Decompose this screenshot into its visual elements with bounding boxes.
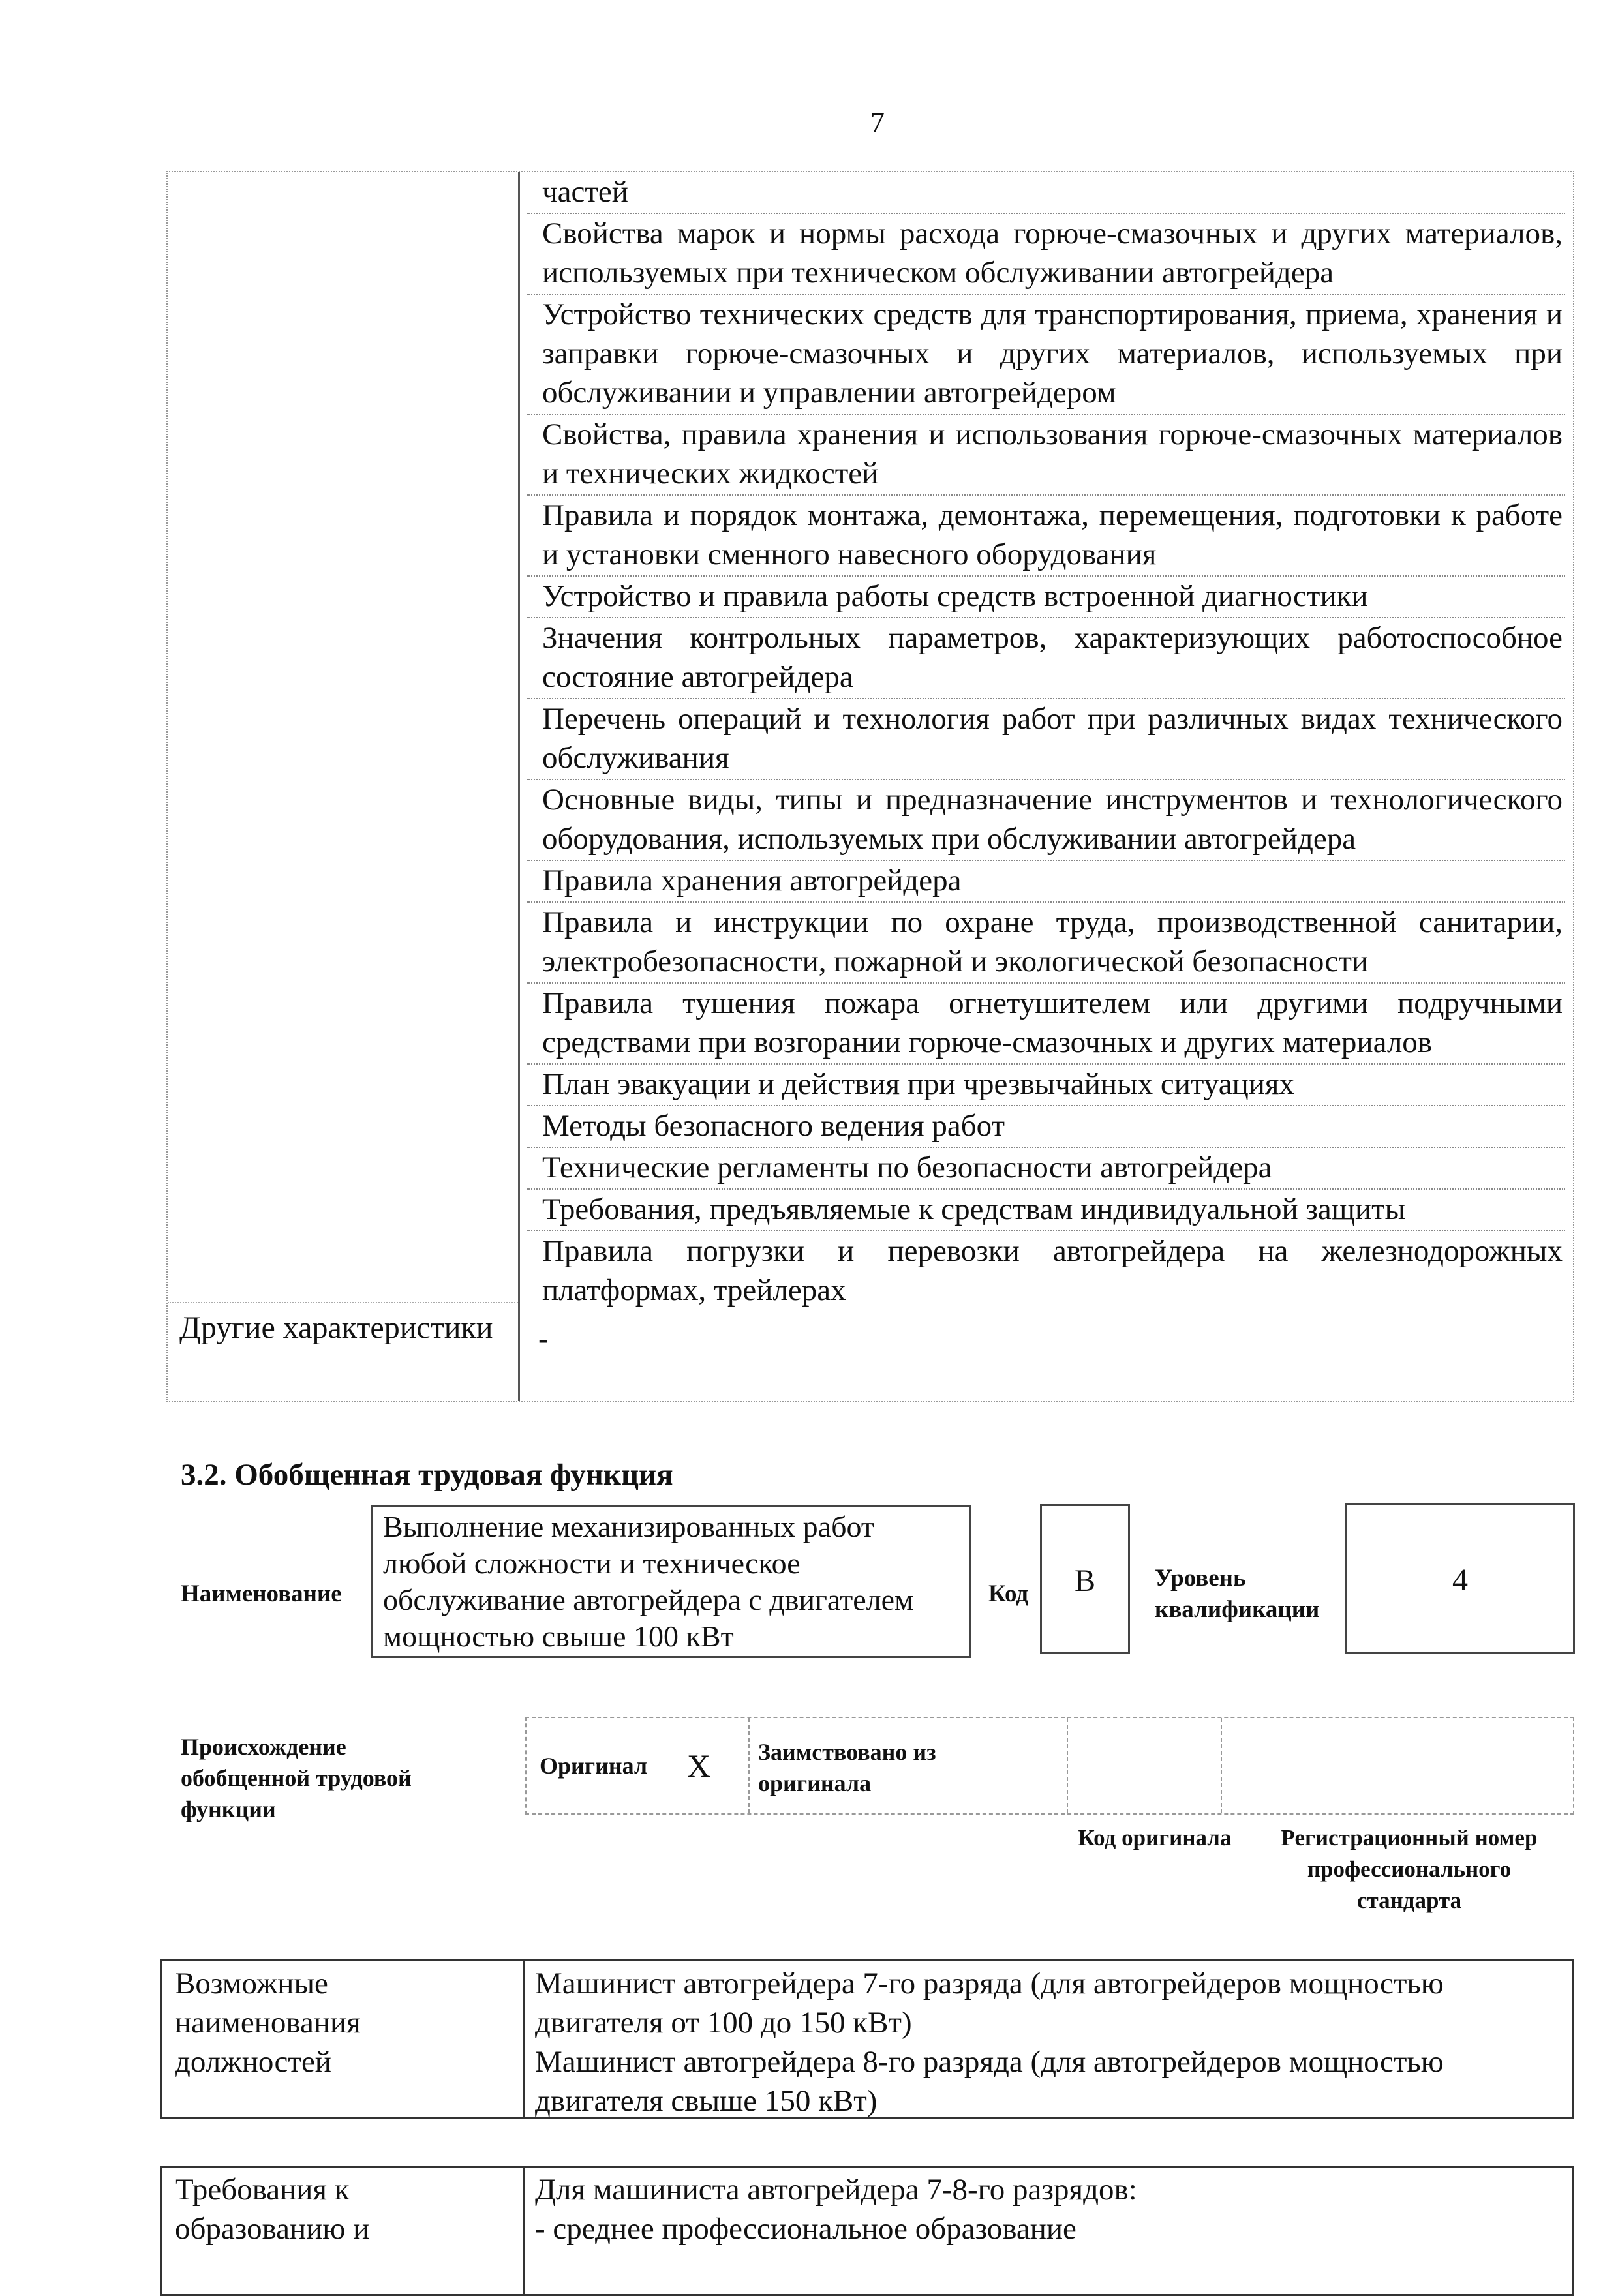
position-line-1: Машинист автогрейдера 7-го разряда (для автогрейдеров мощностью двигателя от 100 до 150 кВт)	[535, 1967, 1444, 2040]
code-box: B	[1040, 1504, 1130, 1654]
origin-label: Происхождение обобщенной трудовой функции	[181, 1734, 412, 1822]
other-characteristics-value: -	[538, 1322, 549, 1356]
row-divider	[168, 1302, 518, 1303]
education-label: Требования к образованию и	[175, 2173, 370, 2246]
positions-label: Возможные наименования должностей	[175, 1967, 361, 2079]
caption-reg: Регистрационный номер профессионального стандарта	[1281, 1825, 1538, 1913]
knowledge-item: Методы безопасного ведения работ	[527, 1106, 1565, 1148]
cell-divider	[748, 1718, 750, 1813]
level-box: 4	[1345, 1503, 1575, 1654]
knowledge-item: Свойства, правила хранения и использования горюче-смазочных материалов и технических жидкостей	[527, 415, 1565, 496]
column-divider	[518, 172, 520, 1401]
caption-code: Код оригинала	[1078, 1825, 1232, 1850]
origin-table	[525, 1717, 1574, 1815]
cell-divider	[1067, 1718, 1068, 1813]
code-label: Код	[988, 1580, 1029, 1607]
column-divider	[523, 2168, 525, 2294]
knowledge-item: Основные виды, типы и предназначение инструментов и технологического оборудования, используемых при обслуживании автогрейдера	[527, 780, 1565, 861]
position-line-2: Машинист автогрейдера 8-го разряда (для автогрейдеров мощностью двигателя свыше 150 кВт)	[535, 2045, 1444, 2118]
level-label: Уровень квалификации	[1155, 1565, 1320, 1623]
education-table	[160, 2166, 1574, 2296]
other-characteristics-label: Другие характеристики	[179, 1310, 493, 1345]
name-label: Наименование	[181, 1580, 342, 1607]
knowledge-item: Устройство технических средств для транспортирования, приема, хранения и заправки горюче-смазочных и других материалов, используемых при обслуживании и управлении автогрейдером	[527, 295, 1565, 415]
knowledge-item: Технические регламенты по безопасности автогрейдера	[527, 1148, 1565, 1190]
education-line-1: Для машиниста автогрейдера 7-8-го разрядов:	[535, 2173, 1137, 2207]
knowledge-item: Устройство и правила работы средств встроенной диагностики	[527, 577, 1565, 618]
knowledge-item: частей	[527, 172, 1565, 214]
education-values	[535, 2170, 1559, 2248]
knowledge-item: Правила и порядок монтажа, демонтажа, перемещения, подготовки к работе и установки сменного навесного оборудования	[527, 496, 1565, 577]
original-mark: X	[687, 1747, 711, 1784]
page-number: 7	[870, 106, 885, 138]
knowledge-item: Свойства марок и нормы расхода горюче-смазочных и других материалов, используемых при техническом обслуживании автогрейдера	[527, 214, 1565, 295]
knowledge-item: Правила и инструкции по охране труда, производственной санитарии, электробезопасности, пожарной и экологической безопасности	[527, 903, 1565, 984]
borrowed-label: Заимствовано из оригинала	[758, 1739, 936, 1796]
knowledge-item: Значения контрольных параметров, характеризующих работоспособное состояние автогрейдера	[527, 618, 1565, 699]
knowledge-list	[527, 172, 1565, 1311]
knowledge-item: План эвакуации и действия при чрезвычайных ситуациях	[527, 1065, 1565, 1106]
positions-values	[535, 1964, 1559, 2121]
knowledge-item: Требования, предъявляемые к средствам индивидуальной защиты	[527, 1190, 1565, 1231]
knowledge-item: Перечень операций и технология работ при различных видах технического обслуживания	[527, 699, 1565, 780]
function-name-text: Выполнение механизированных работ любой сложности и техническое обслуживание автогрейдера с двигателем мощностью свыше 100 кВт	[383, 1510, 914, 1653]
knowledge-item: Правила хранения автогрейдера	[527, 861, 1565, 903]
education-line-2: - среднее профессиональное образование	[535, 2212, 1076, 2246]
cell-divider	[1221, 1718, 1222, 1813]
column-divider	[523, 1961, 525, 2117]
knowledge-table	[166, 171, 1574, 1402]
knowledge-item: Правила тушения пожара огнетушителем или другими подручными средствами при возгорании горюче-смазочных и других материалов	[527, 984, 1565, 1065]
original-label: Оригинал	[540, 1753, 648, 1779]
positions-table	[160, 1959, 1574, 2119]
knowledge-item: Правила погрузки и перевозки автогрейдера на железнодорожных платформах, трейлерах	[542, 1234, 1563, 1307]
section-title: 3.2. Обобщенная трудовая функция	[181, 1458, 673, 1492]
function-name-box	[371, 1505, 971, 1658]
